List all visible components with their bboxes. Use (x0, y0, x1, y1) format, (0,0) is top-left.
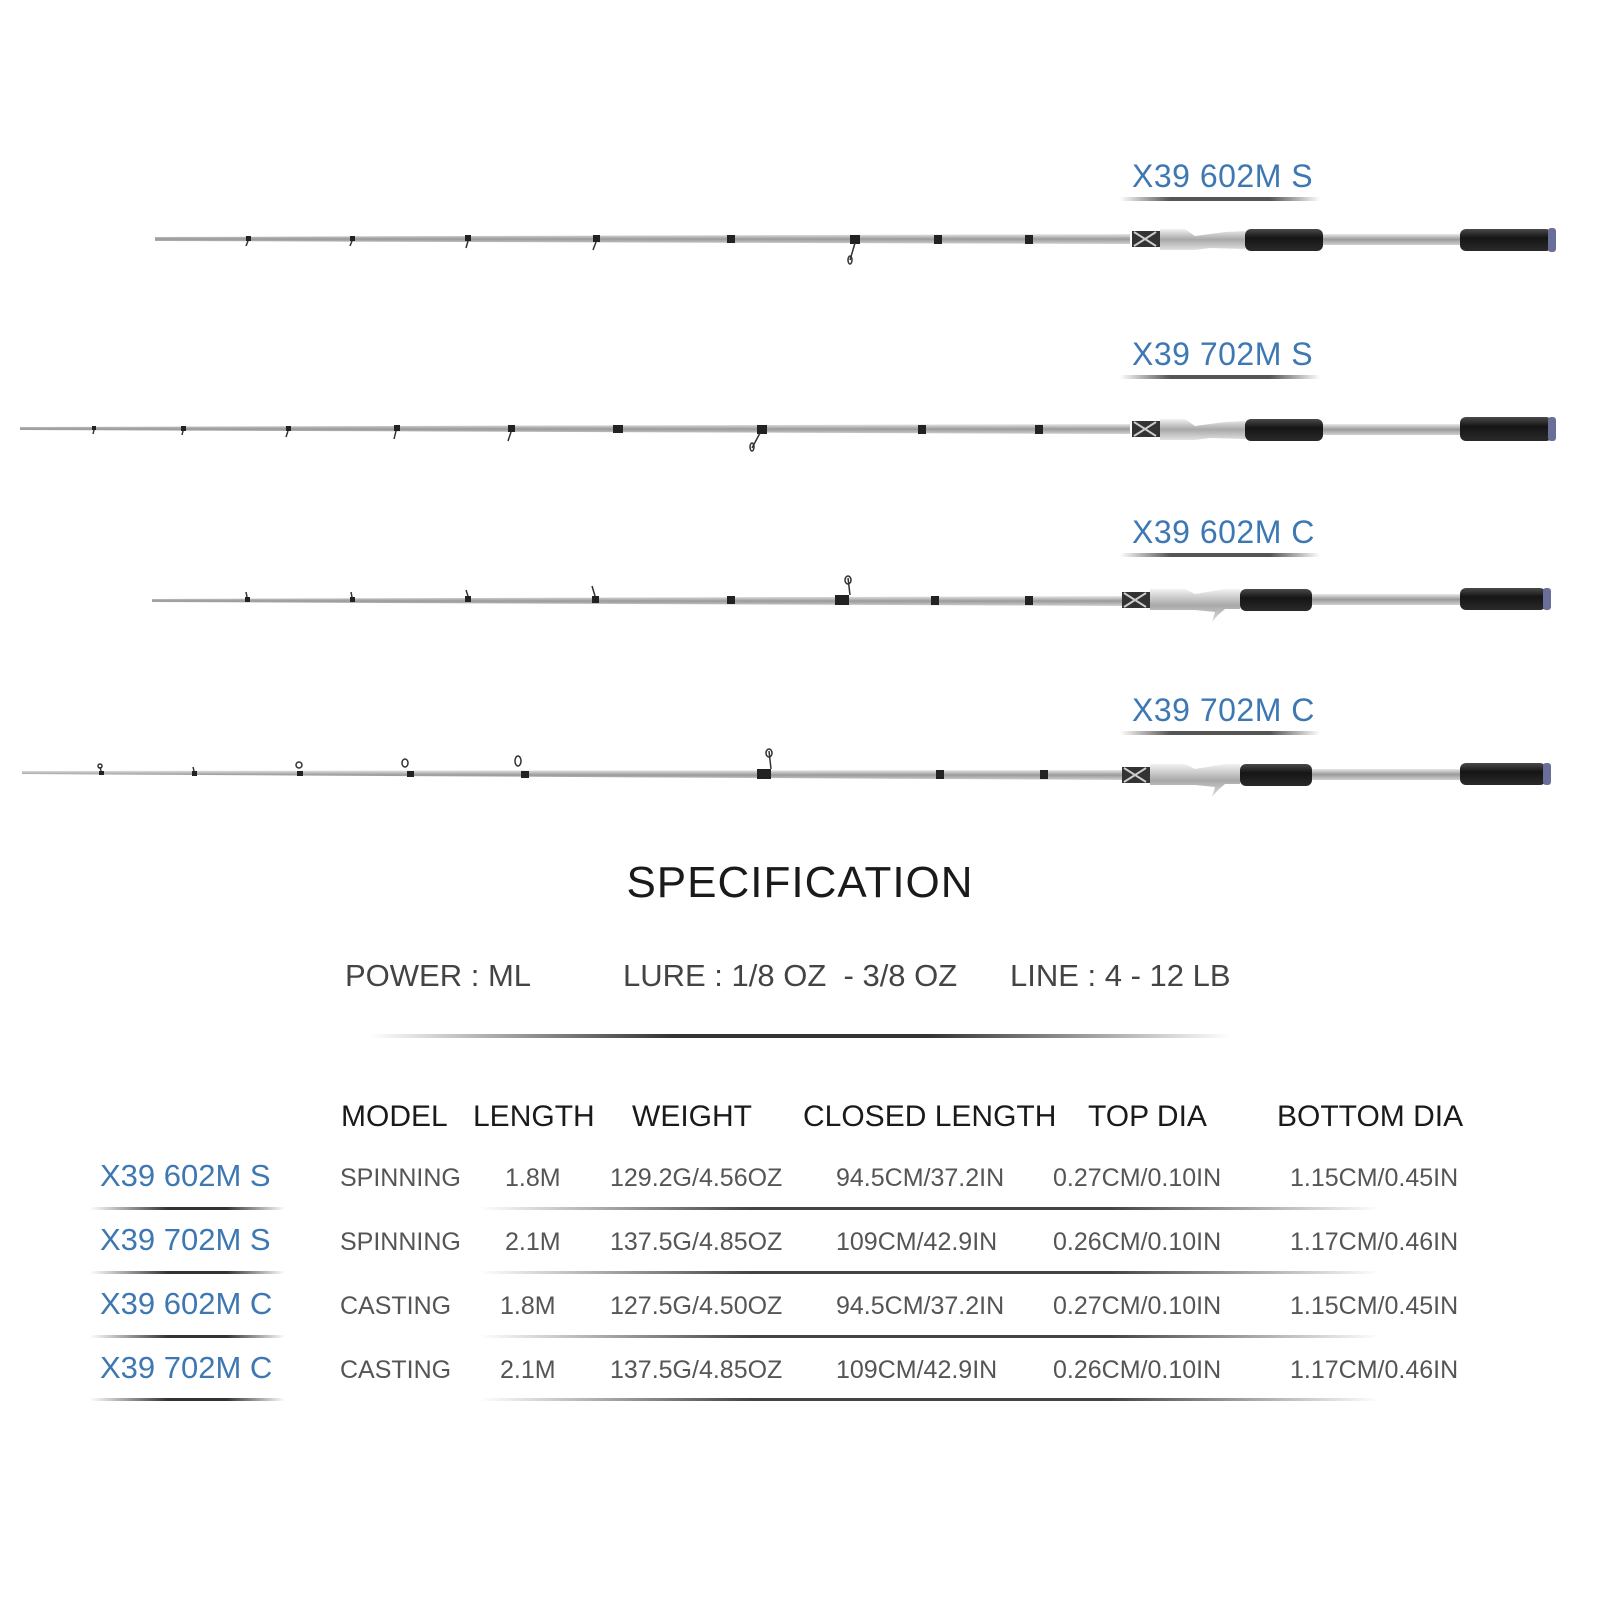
table-cell-closed-length: 94.5CM/37.2IN (836, 1292, 1005, 1320)
table-cell-closed-length: 94.5CM/37.2IN (836, 1164, 1005, 1192)
table-row-model: X39 702M S (100, 1222, 271, 1257)
table-cell-type: SPINNING (340, 1228, 461, 1256)
table-cell-bottom-dia: 1.15CM/0.45IN (1290, 1292, 1459, 1320)
spec-power: POWER : ML (345, 958, 532, 993)
table-cell-type: CASTING (340, 1356, 452, 1384)
row-divider (90, 1207, 285, 1210)
table-cell-closed-length: 109CM/42.9IN (836, 1356, 998, 1384)
table-cell-bottom-dia: 1.17CM/0.46IN (1290, 1356, 1459, 1384)
fishing-rod-image (0, 400, 1600, 470)
table-header-top-dia: TOP DIA (1088, 1100, 1207, 1133)
table-cell-weight: 137.5G/4.85OZ (610, 1356, 783, 1384)
table-cell-weight: 137.5G/4.85OZ (610, 1228, 783, 1256)
table-header-weight: WEIGHT (632, 1100, 752, 1133)
spec-title: SPECIFICATION (626, 858, 974, 907)
rod-label: X39 602M S (1132, 158, 1314, 194)
table-cell-length: 2.1M (500, 1356, 556, 1384)
table-header-bottom-dia: BOTTOM DIA (1277, 1100, 1464, 1133)
table-cell-type: CASTING (340, 1292, 452, 1320)
table-row-model: X39 702M C (100, 1350, 273, 1385)
table-cell-bottom-dia: 1.15CM/0.45IN (1290, 1164, 1459, 1192)
table-cell-top-dia: 0.26CM/0.10IN (1053, 1228, 1222, 1256)
table-cell-length: 1.8M (505, 1164, 561, 1192)
fishing-rod-image (0, 570, 1600, 640)
table-cell-weight: 127.5G/4.50OZ (610, 1292, 783, 1320)
spec-line-weight: LINE : 4 - 12 LB (1010, 958, 1231, 993)
row-divider (480, 1271, 1380, 1274)
spec-lure: LURE : 1/8 OZ - 3/8 OZ (623, 958, 958, 993)
table-cell-bottom-dia: 1.17CM/0.46IN (1290, 1228, 1459, 1256)
rod-label-underline (1120, 731, 1320, 735)
table-header-closed-length: CLOSED LENGTH (803, 1100, 1057, 1133)
row-divider (90, 1335, 285, 1338)
rod-label-underline (1120, 553, 1320, 557)
row-divider (480, 1398, 1380, 1401)
table-cell-top-dia: 0.27CM/0.10IN (1053, 1292, 1222, 1320)
row-divider (90, 1271, 285, 1274)
table-row-model: X39 602M C (100, 1286, 273, 1321)
rod-label-underline (1120, 375, 1320, 379)
spec-divider (370, 1034, 1230, 1038)
table-cell-type: SPINNING (340, 1164, 461, 1192)
table-cell-length: 1.8M (500, 1292, 556, 1320)
table-cell-closed-length: 109CM/42.9IN (836, 1228, 998, 1256)
table-cell-top-dia: 0.27CM/0.10IN (1053, 1164, 1222, 1192)
table-row-model: X39 602M S (100, 1158, 271, 1193)
row-divider (90, 1398, 285, 1401)
table-header-model: MODEL (341, 1100, 448, 1133)
table-header-length: LENGTH (473, 1100, 595, 1133)
rod-label: X39 702M S (1132, 336, 1314, 372)
row-divider (480, 1335, 1380, 1338)
table-cell-top-dia: 0.26CM/0.10IN (1053, 1356, 1222, 1384)
rod-label: X39 702M C (1132, 692, 1315, 728)
rod-label-underline (1120, 197, 1320, 201)
fishing-rod-image (0, 745, 1600, 815)
rod-label: X39 602M C (1132, 514, 1315, 550)
fishing-rod-image (0, 210, 1600, 280)
table-cell-weight: 129.2G/4.56OZ (610, 1164, 783, 1192)
table-cell-length: 2.1M (505, 1228, 561, 1256)
row-divider (480, 1207, 1380, 1210)
